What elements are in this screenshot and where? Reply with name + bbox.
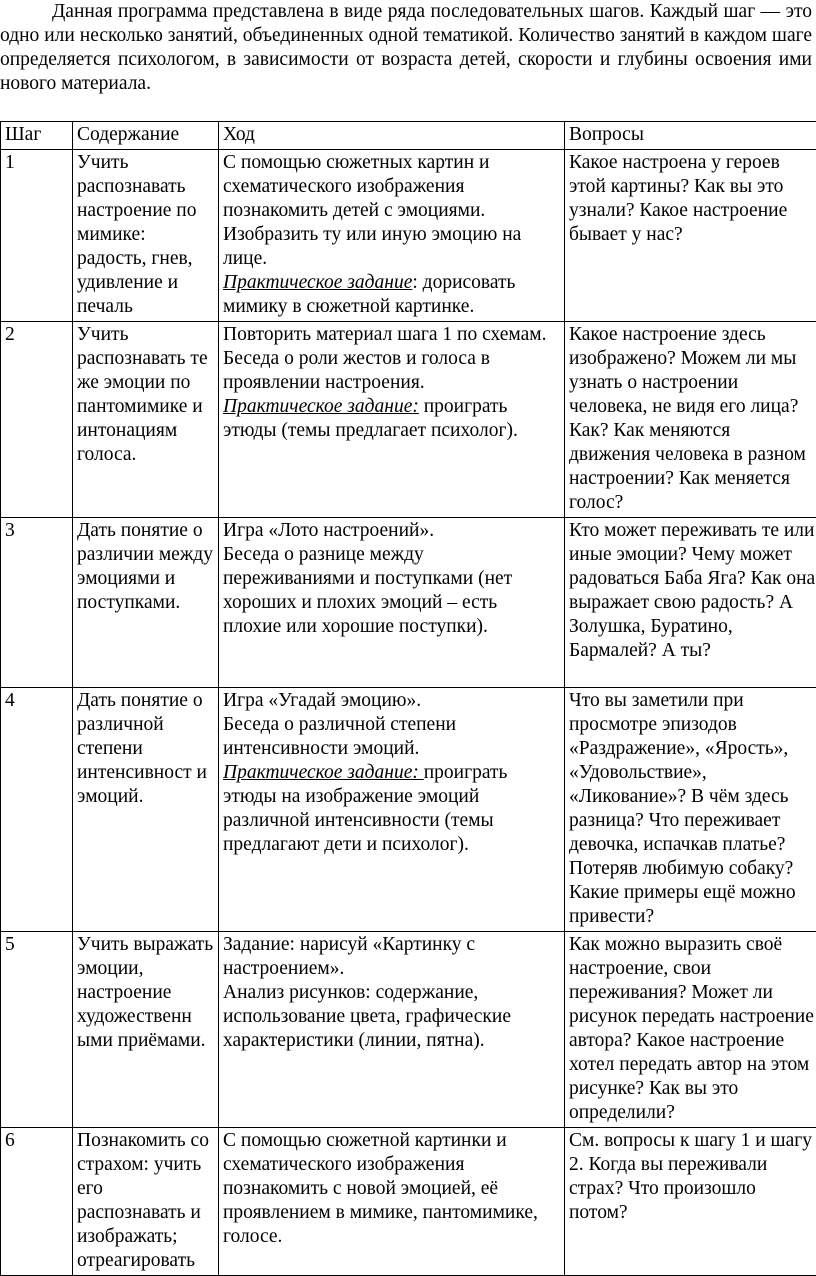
step-questions: Как можно выразить своё настроение, свои переживания? Может ли рисунок передать настроение автора? Какое настроение хотел передать автор на этом рисунке? Как вы это определили? bbox=[565, 932, 816, 1128]
course-line: С помощью сюжетной картинки и схематического изображения познакомить с новой эмоцией, её проявлением в мимике, пантомимике, голосе. bbox=[223, 1129, 560, 1249]
header-questions: Вопросы bbox=[565, 122, 816, 150]
header-course: Ход bbox=[219, 122, 565, 150]
table-row bbox=[1, 932, 816, 1128]
header-content: Содержание bbox=[73, 122, 219, 150]
step-number: 3 bbox=[1, 518, 73, 688]
practical-task-text: проиграть этюды (темы предлагает психолог). bbox=[223, 396, 518, 441]
step-number: 6 bbox=[1, 1128, 73, 1276]
practical-task bbox=[223, 271, 560, 319]
course-line: Беседа о роли жестов и голоса в проявлении настроения. bbox=[223, 347, 560, 395]
step-course bbox=[219, 1128, 565, 1276]
practical-task-label: Практическое задание: bbox=[223, 762, 424, 783]
step-number: 1 bbox=[1, 150, 73, 322]
step-number: 4 bbox=[1, 688, 73, 932]
course-line: С помощью сюжетных картин и схематического изображения познакомить детей с эмоциями. bbox=[223, 151, 560, 223]
intro-paragraph bbox=[0, 0, 812, 96]
practical-task-label: Практическое задание bbox=[223, 396, 412, 417]
course-line: Задание: нарисуй «Картинку с настроением». bbox=[223, 933, 560, 981]
step-number: 2 bbox=[1, 322, 73, 518]
step-questions: Какое настроение здесь изображено? Можем ли мы узнать о настроении человека, не видя его лица? Как? Как меняются движения человека в разном настроении? Как меняется голос? bbox=[565, 322, 816, 518]
step-course bbox=[219, 932, 565, 1128]
step-course bbox=[219, 688, 565, 932]
practical-task-sep: : bbox=[412, 396, 419, 417]
table-row bbox=[1, 518, 816, 688]
course-line: Беседа о различной степени интенсивности эмоций. bbox=[223, 713, 560, 761]
step-content: Учить распознавать те же эмоции по пантомимике и интонациям голоса. bbox=[73, 322, 219, 518]
course-line: Игра «Лото настроений». bbox=[223, 519, 560, 543]
step-number: 5 bbox=[1, 932, 73, 1128]
step-questions: Какое настроена у героев этой картины? Как вы это узнали? Какое настроение бывает у нас? bbox=[565, 150, 816, 322]
table-row bbox=[1, 688, 816, 932]
intro-text: Данная программа представлена в виде ряда последовательных шагов. Каждый шаг — это одно или несколько занятий, объединенных одной тематикой. Количество занятий в каждом шаге определяется психологом, в зависимости от возраста детей, скорости и глубины освоения ими нового материала. bbox=[0, 0, 812, 96]
course-line: Анализ рисунков: содержание, использование цвета, графические характеристики (линии, пятна). bbox=[223, 981, 560, 1053]
table-header-row bbox=[1, 122, 816, 150]
table-row bbox=[1, 1128, 816, 1276]
practical-task-sep: : bbox=[412, 272, 417, 293]
practical-task-text: проиграть этюды на изображение эмоций различной интенсивности (темы предлагают дети и психолог). bbox=[223, 762, 507, 855]
step-course bbox=[219, 518, 565, 688]
step-course bbox=[219, 322, 565, 518]
header-step: Шаг bbox=[1, 122, 73, 150]
course-line: Игра «Угадай эмоцию». bbox=[223, 689, 560, 713]
practical-task-text: дорисовать мимику в сюжетной картинке. bbox=[223, 272, 515, 317]
practical-task-label: Практическое задание bbox=[223, 272, 412, 293]
practical-task bbox=[223, 395, 560, 443]
table-row bbox=[1, 150, 816, 322]
course-line: Повторить материал шага 1 по схемам. bbox=[223, 323, 560, 347]
step-content: Познакомить со страхом: учить его распознавать и изображать; отреагировать bbox=[73, 1128, 219, 1276]
step-content: Дать понятие о различии между эмоциями и поступками. bbox=[73, 518, 219, 688]
course-line: Беседа о разнице между переживаниями и поступками (нет хороших и плохих эмоций – есть плохие или хорошие поступки). bbox=[223, 543, 560, 639]
step-content: Дать понятие о различной степени интенсивност и эмоций. bbox=[73, 688, 219, 932]
step-course bbox=[219, 150, 565, 322]
step-questions: Что вы заметили при просмотре эпизодов «Раздражение», «Ярость», «Удовольствие», «Ликование»? В чём здесь разница? Что переживает девочка, испачкав платье? Потеряв любимую собаку? Какие примеры ещё можно привести? bbox=[565, 688, 816, 932]
step-questions: Кто может переживать те или иные эмоции? Чему может радоваться Баба Яга? Как она выражает свою радость? А Золушка, Буратино, Бармалей? А ты? bbox=[565, 518, 816, 688]
table-row bbox=[1, 322, 816, 518]
course-line: Изобразить ту или иную эмоцию на лице. bbox=[223, 223, 560, 271]
step-questions: См. вопросы к шагу 1 и шагу 2. Когда вы переживали страх? Что произошло потом? bbox=[565, 1128, 816, 1276]
step-content: Учить распознавать настроение по мимике: радость, гнев, удивление и печаль bbox=[73, 150, 219, 322]
program-steps-table bbox=[0, 121, 816, 1276]
step-content: Учить выражать эмоции, настроение художественн ыми приёмами. bbox=[73, 932, 219, 1128]
practical-task bbox=[223, 761, 560, 857]
